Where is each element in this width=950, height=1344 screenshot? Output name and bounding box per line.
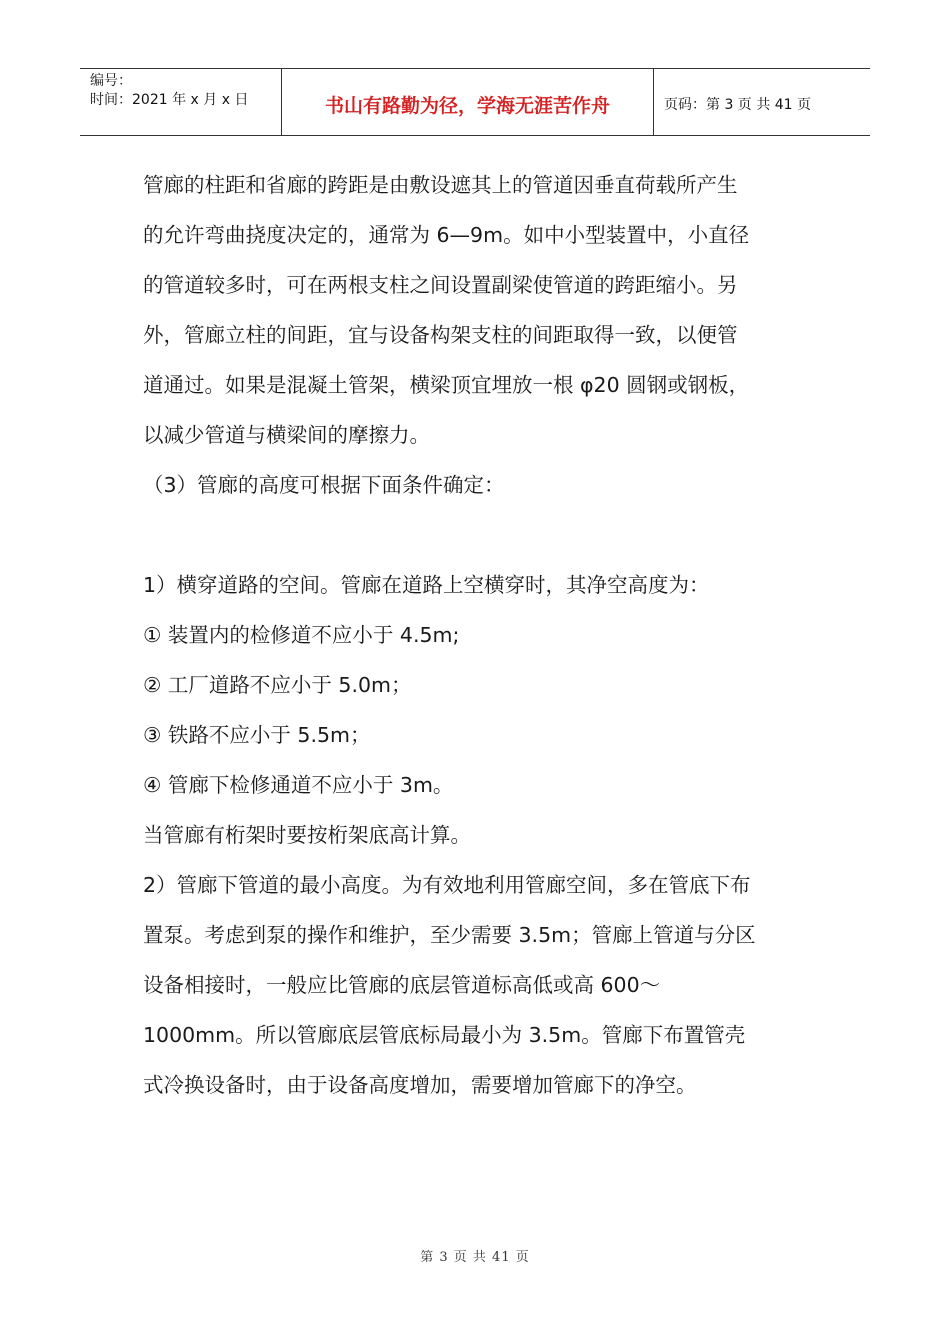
body-line: 的允许弯曲挠度决定的，通常为 6—9m。如中小型装置中，小直径 [143, 223, 750, 247]
list-item: ② 工厂道路不应小于 5.0m； [143, 673, 412, 697]
body-line: 道通过。如果是混凝土管架，横梁顶宜埋放一根 φ20 圆钢或钢板， [143, 373, 750, 397]
body-line: 以减少管道与横梁间的摩擦力。 [143, 423, 430, 447]
body-line: 1000mm。所以管廊底层管底标局最小为 3.5m。管廊下布置管壳 [143, 1023, 746, 1047]
header-page-number: 页码：第 3 页 共 41 页 [664, 97, 811, 113]
document-body [143, 160, 813, 1110]
header-page-cell [654, 69, 870, 135]
body-line: 置泵。考虑到泵的操作和维护，至少需要 3.5m；管廊上管道与分区 [143, 923, 756, 947]
list-item: ③ 铁路不应小于 5.5m； [143, 723, 371, 747]
body-line: 当管廊有桁架时要按桁架底高计算。 [143, 823, 471, 847]
document-date-label: 时间：2021 年 x 月 x 日 [90, 92, 249, 108]
header-motto: 书山有路勤为径，学海无涯苦作舟 [324, 94, 610, 117]
blank-line [143, 510, 813, 560]
body-line: 式冷换设备时，由于设备高度增加，需要增加管廊下的净空。 [143, 1073, 697, 1097]
body-line: 外，管廊立柱的间距，宜与设备构架支柱的间距取得一致，以便管 [143, 323, 738, 347]
body-line: 设备相接时，一般应比管廊的底层管道标高低或高 600～ [143, 973, 661, 997]
body-line: 的管道较多时，可在两根支柱之间设置副梁使管道的跨距缩小。另 [143, 273, 738, 297]
document-number-label: 编号： [90, 73, 132, 89]
section-heading: （3）管廊的高度可根据下面条件确定： [143, 473, 505, 497]
page-footer [0, 1246, 950, 1265]
list-heading: 2）管廊下管道的最小高度。为有效地利用管廊空间，多在管底下布 [143, 873, 751, 897]
header-meta-cell [80, 69, 282, 135]
footer-page-number: 第 3 页 共 41 页 [420, 1250, 530, 1265]
list-heading: 1）横穿道路的空间。管廊在道路上空横穿时，其净空高度为： [143, 573, 710, 597]
body-line: 管廊的柱距和省廊的跨距是由敷设遮其上的管道因垂直荷载所产生 [143, 173, 738, 197]
list-item: ④ 管廊下检修通道不应小于 3m。 [143, 773, 454, 797]
page-header [80, 68, 870, 136]
header-motto-cell [282, 69, 654, 135]
list-item: ① 装置内的检修道不应小于 4.5m; [143, 623, 460, 647]
